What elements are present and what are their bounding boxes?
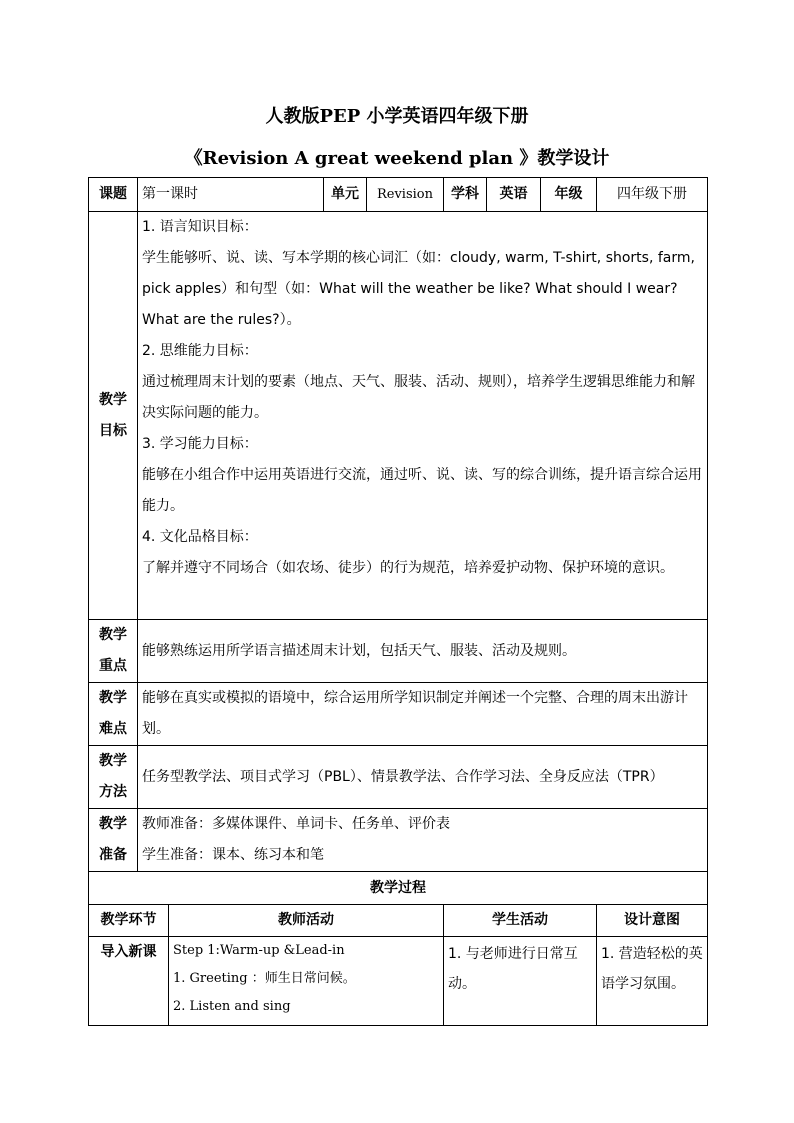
methods-label-1: 教学	[99, 753, 127, 769]
teacher-step-line-3: 2. Listen and sing	[173, 999, 291, 1014]
methods-row	[89, 746, 708, 809]
difficulties-label-cell	[89, 683, 138, 746]
teacher-activity-cell	[169, 937, 444, 1026]
topic-value: 第一课时	[138, 178, 324, 212]
objectives-label-1: 教学	[99, 391, 127, 408]
unit-value: Revision	[367, 178, 444, 212]
document-title: 人教版PEP 小学英语四年级下册	[265, 106, 529, 127]
objectives-content	[138, 212, 708, 620]
teacher-step-line-1: Step 1:Warm-up &Lead-in	[173, 943, 345, 958]
difficulties-label-2: 难点	[99, 721, 127, 737]
objectives-row	[89, 212, 708, 620]
key-points-row	[89, 620, 708, 683]
key-points-text: 能够熟练运用所学语言描述周末计划，包括天气、服装、活动及规则。	[138, 620, 708, 683]
unit-label: 单元	[324, 178, 367, 212]
process-header-row	[89, 905, 708, 937]
difficulties-text: 能够在真实或模拟的语境中，综合运用所学知识制定并阐述一个完整、合理的周末出游计划。	[138, 683, 708, 746]
difficulties-row	[89, 683, 708, 746]
methods-label-cell	[89, 746, 138, 809]
grade-label: 年级	[541, 178, 597, 212]
key-points-label-cell	[89, 620, 138, 683]
objective-heading-4: 4. 文化品格目标：	[142, 529, 258, 545]
header-teacher-activity: 教师活动	[169, 905, 444, 937]
header-stage: 教学环节	[89, 905, 169, 937]
header-design-intent: 设计意图	[597, 905, 708, 937]
objectives-label-2: 目标	[99, 422, 127, 439]
objective-text-2: 通过梳理周末计划的要素（地点、天气、服装、活动、规则），培养学生逻辑思维能力和解决实际问题的能力。	[142, 374, 695, 421]
subject-label: 学科	[444, 178, 487, 212]
stage-cell: 导入新课	[89, 937, 169, 1026]
objective-text-4: 了解并遵守不同场合（如农场、徒步）的行为规范，培养爱护动物、保护环境的意识。	[142, 560, 674, 576]
header-student-activity: 学生活动	[444, 905, 597, 937]
teacher-preparation: 教师准备：多媒体课件、单词卡、任务单、评价表	[142, 816, 450, 832]
process-row	[89, 937, 708, 1026]
difficulties-label-1: 教学	[99, 690, 127, 706]
teacher-step-line-2: 1. Greeting ：师生日常问候。	[173, 971, 356, 986]
key-points-label-1: 教学	[99, 627, 127, 643]
objective-heading-3: 3. 学习能力目标：	[142, 436, 258, 452]
process-title: 教学过程	[89, 872, 708, 905]
design-intent-text: 1. 营造轻松的英语学习氛围。	[601, 946, 703, 992]
preparation-content	[138, 809, 708, 872]
student-activity-cell	[444, 937, 597, 1026]
objectives-label-cell	[89, 212, 138, 620]
key-points-label-2: 重点	[99, 658, 127, 674]
design-intent-cell	[597, 937, 708, 1026]
preparation-label-1: 教学	[99, 816, 127, 832]
topic-label: 课题	[89, 178, 138, 212]
student-preparation: 学生准备：课本、练习本和笔	[142, 847, 324, 863]
student-activity-text: 1. 与老师进行日常互动。	[448, 946, 578, 992]
document-subtitle: 《Revision A great weekend plan 》教学设计	[184, 148, 610, 169]
objective-text-3: 能够在小组合作中运用英语进行交流，通过听、说、读、写的综合训练，提升语言综合运用能力。	[142, 467, 702, 514]
lesson-plan-table	[88, 177, 708, 1026]
preparation-row	[89, 809, 708, 872]
objective-heading-2: 2. 思维能力目标：	[142, 343, 258, 359]
info-row	[89, 178, 708, 212]
methods-label-2: 方法	[99, 784, 127, 800]
objective-text-1: 学生能够听、说、读、写本学期的核心词汇（如：cloudy, warm, T-shirt, shorts, farm, pick apples）和句型（如：What will the weather be like? What should I wear? What are the rules?）。	[142, 250, 695, 328]
subject-value: 英语	[487, 178, 541, 212]
preparation-label-cell	[89, 809, 138, 872]
methods-text: 任务型教学法、项目式学习（PBL）、情景教学法、合作学习法、全身反应法（TPR）	[138, 746, 708, 809]
process-title-row	[89, 872, 708, 905]
objective-heading-1: 1. 语言知识目标：	[142, 219, 258, 235]
preparation-label-2: 准备	[99, 847, 127, 863]
grade-value: 四年级下册	[597, 178, 708, 212]
